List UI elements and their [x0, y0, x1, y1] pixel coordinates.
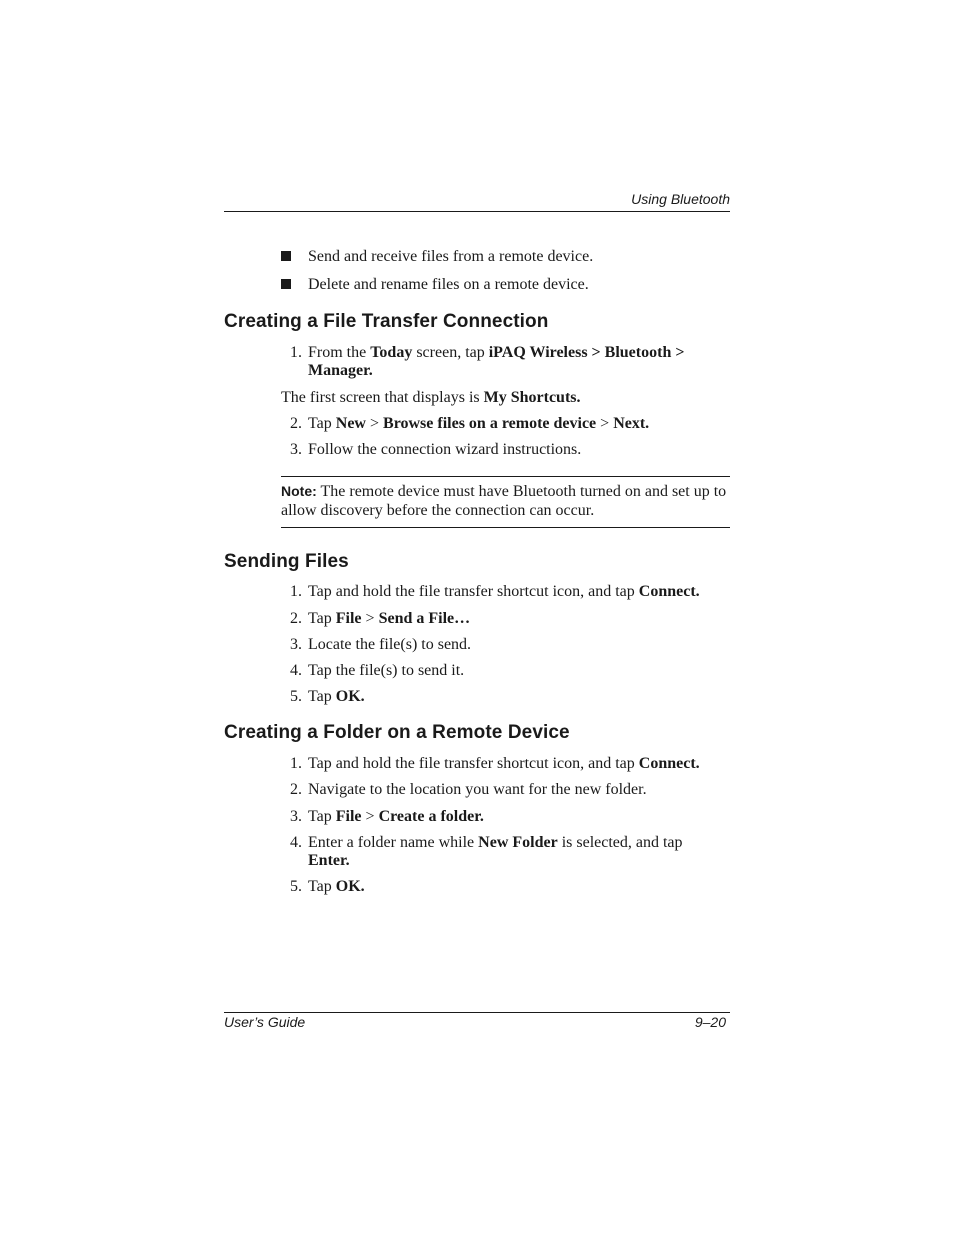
section-heading-create-folder: Creating a Folder on a Remote Device — [224, 722, 570, 743]
step-text: Locate the file(s) to send. — [308, 636, 472, 653]
step-text: Tap New > Browse files on a remote device > Next. — [308, 415, 650, 432]
section-heading-sending-files: Sending Files — [224, 551, 349, 572]
step-number: 4. — [290, 834, 302, 851]
footer-rule — [224, 1012, 730, 1013]
step-number: 3. — [290, 808, 302, 825]
square-bullet-icon — [281, 251, 291, 261]
step-number: 3. — [290, 636, 302, 653]
step-text: Tap OK. — [308, 878, 365, 895]
note-box — [281, 482, 730, 520]
running-header: Using Bluetooth — [631, 191, 730, 207]
note-top-rule — [281, 476, 730, 477]
step-text: Tap File > Send a File… — [308, 610, 471, 627]
step-number: 1. — [290, 344, 302, 361]
step-number: 1. — [290, 755, 302, 772]
step-text: Tap and hold the file transfer shortcut icon, and tap Connect. — [308, 755, 700, 772]
step-text: Tap OK. — [308, 688, 365, 705]
step-number: 5. — [290, 688, 302, 705]
bullet-text: Send and receive files from a remote device. — [308, 248, 594, 265]
step-text: Follow the connection wizard instructions. — [308, 441, 582, 458]
step-number: 5. — [290, 878, 302, 895]
step-text: Manager. — [308, 362, 373, 379]
note-text: The remote device must have Bluetooth turned on and set up to allow discovery before the connection can occur. — [281, 483, 727, 519]
section-heading-file-transfer: Creating a File Transfer Connection — [224, 311, 549, 332]
step-number: 2. — [290, 781, 302, 798]
note-bottom-rule — [281, 527, 730, 528]
footer-guide-title: User’s Guide — [224, 1014, 306, 1030]
bullet-text: Delete and rename files on a remote device. — [308, 276, 589, 293]
header-rule — [224, 211, 730, 212]
note-label: Note: — [281, 483, 317, 499]
step-text: From the Today screen, tap iPAQ Wireless > Bluetooth > — [308, 344, 685, 361]
step-number: 3. — [290, 441, 302, 458]
step-number: 1. — [290, 583, 302, 600]
square-bullet-icon — [281, 279, 291, 289]
step-number: 2. — [290, 415, 302, 432]
step-text: Enter a folder name while New Folder is selected, and tap — [308, 834, 683, 851]
step-text: Navigate to the location you want for the new folder. — [308, 781, 647, 798]
page-number: 9–20 — [694, 1014, 726, 1030]
step-text: Tap the file(s) to send it. — [308, 662, 465, 679]
paragraph: The first screen that displays is My Shortcuts. — [281, 389, 581, 406]
step-text: Tap File > Create a folder. — [308, 808, 484, 825]
step-text: Tap and hold the file transfer shortcut icon, and tap Connect. — [308, 583, 700, 600]
step-number: 4. — [290, 662, 302, 679]
step-text: Enter. — [308, 852, 350, 869]
step-number: 2. — [290, 610, 302, 627]
